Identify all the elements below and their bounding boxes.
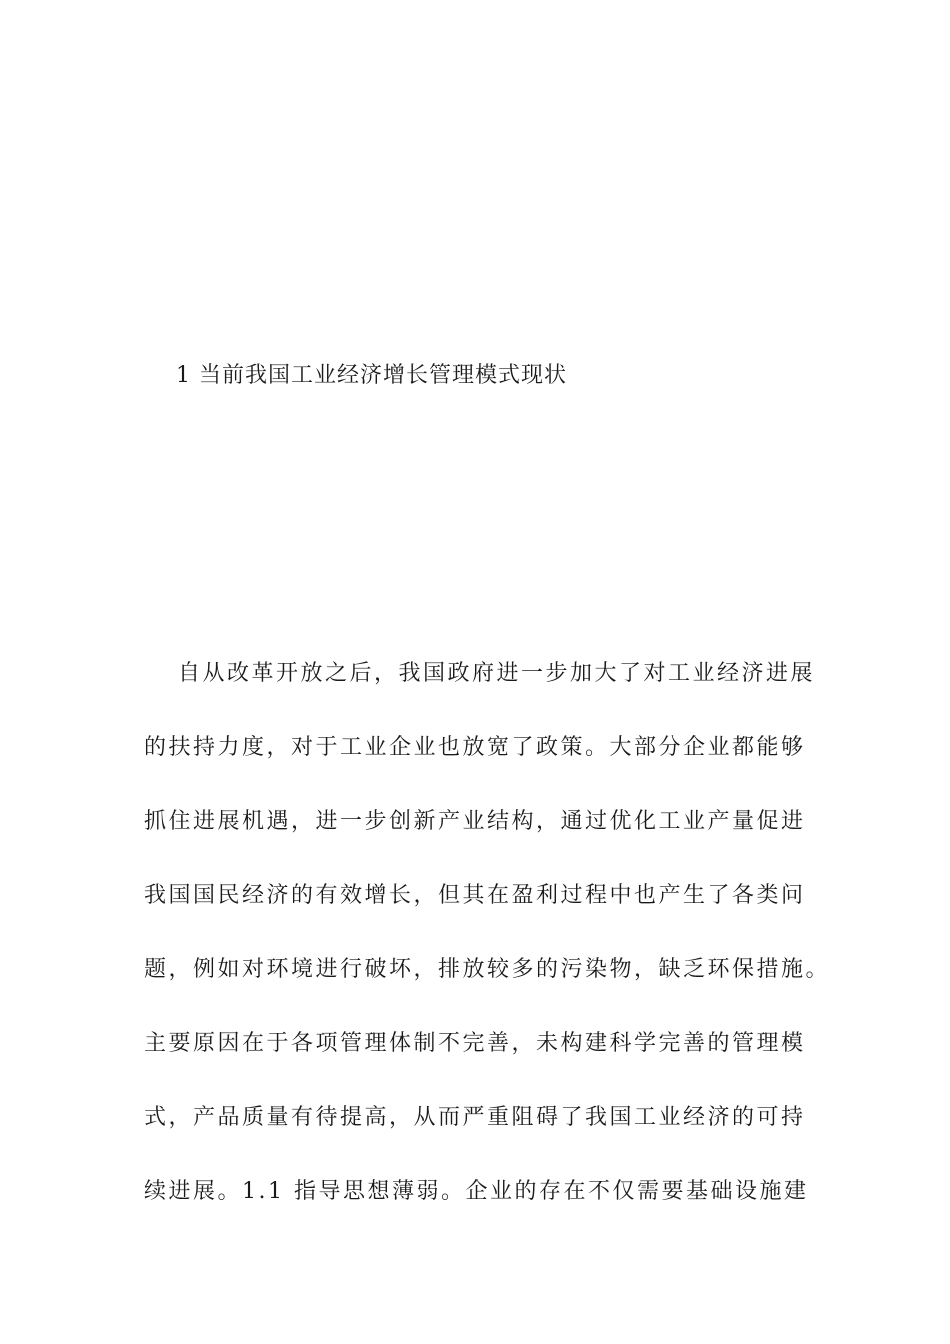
paragraph-line: 的扶持力度，对于工业企业也放宽了政策。大部分企业都能够 [144,735,806,760]
paragraph-line: 续进展。1.1 指导思想薄弱。企业的存在不仅需要基础设施建 [144,1179,809,1204]
paragraph-line: 我国国民经济的有效增长，但其在盈利过程中也产生了各类问 [144,883,806,908]
paragraph-line: 式，产品质量有待提高，从而严重阻碍了我国工业经济的可持 [144,1105,806,1130]
paragraph-line: 自从改革开放之后，我国政府进一步加大了对工业经济进展 [178,661,816,686]
paragraph-line: 抓住进展机遇，进一步创新产业结构，通过优化工业产量促进 [144,809,806,834]
section-heading: 1 当前我国工业经济增长管理模式现状 [176,363,567,388]
paragraph-line: 主要原因在于各项管理体制不完善，未构建科学完善的管理模 [144,1031,806,1056]
paragraph-line: 题，例如对环境进行破坏，排放较多的污染物，缺乏环保措施。 [144,957,831,982]
